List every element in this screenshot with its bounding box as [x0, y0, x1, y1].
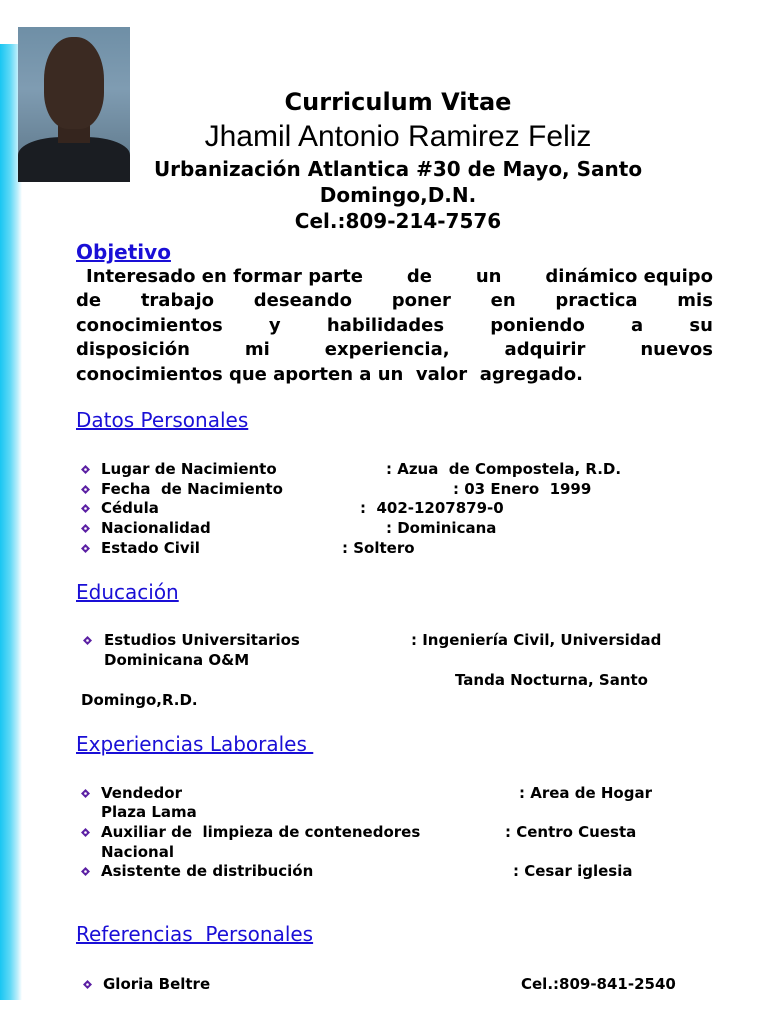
diamond-bullet-icon — [81, 485, 90, 494]
document-title: Curriculum Vitae — [284, 88, 512, 116]
datos-value: : 03 Enero 1999 — [453, 480, 592, 498]
section-title-datos-personales: Datos Personales — [76, 408, 249, 432]
diamond-bullet-icon — [81, 504, 90, 513]
diamond-bullet-icon — [83, 636, 92, 645]
experiencia-value: : Centro Cuesta — [505, 823, 637, 841]
datos-value: : Azua de Compostela, R.D. — [386, 460, 622, 478]
objetivo-line: disposición mi experiencia, adquirir nuevos — [76, 339, 713, 361]
datos-label: Estado Civil — [101, 539, 200, 557]
objetivo-line: conocimientos y habilidades poniendo a su — [76, 314, 713, 336]
experiencia-value-continued: Nacional — [101, 843, 174, 861]
section-title-referencias: Referencias Personales — [76, 922, 314, 946]
referencia-phone: Cel.:809-841-2540 — [521, 975, 676, 993]
experiencia-value-continued: Plaza Lama — [101, 803, 197, 821]
datos-value: : Dominicana — [386, 519, 497, 537]
experiencia-label: Auxiliar de limpieza de contenedores — [101, 823, 421, 841]
datos-label: Cédula — [101, 499, 159, 517]
datos-label: Lugar de Nacimiento — [101, 460, 277, 478]
datos-value: : 402-1207879-0 — [360, 499, 504, 517]
diamond-bullet-icon — [81, 524, 90, 533]
address-line-2: Domingo,D.N. — [319, 183, 477, 207]
phone-number: Cel.:809-214-7576 — [294, 209, 502, 233]
section-title-experiencias: Experiencias Laborales — [76, 732, 314, 756]
diamond-bullet-icon — [81, 465, 90, 474]
section-title-objetivo: Objetivo — [76, 240, 171, 264]
datos-value: : Soltero — [342, 539, 415, 557]
educacion-label: Estudios Universitarios — [104, 631, 300, 649]
experiencia-value: : Area de Hogar — [519, 784, 652, 802]
datos-label: Fecha de Nacimiento — [101, 480, 283, 498]
referencia-name: Gloria Beltre — [103, 975, 211, 993]
objetivo-line: de trabajo deseando poner en practica mis — [76, 290, 713, 312]
cv-header — [120, 86, 676, 234]
educacion-value-continued: Dominicana O&M — [104, 651, 250, 669]
diamond-bullet-icon — [83, 980, 92, 989]
person-name: Jhamil Antonio Ramirez Feliz — [204, 120, 592, 153]
objetivo-paragraph — [76, 265, 713, 387]
profile-photo — [18, 27, 130, 182]
section-title-educacion: Educación — [76, 580, 179, 604]
diamond-bullet-icon — [81, 828, 90, 837]
objetivo-line: conocimientos que aporten a un valor agregado. — [76, 363, 583, 385]
experiencia-label: Vendedor — [101, 784, 182, 802]
datos-label: Nacionalidad — [101, 519, 211, 537]
objetivo-line: Interesado en formar parte de un dinámico equipo — [86, 266, 713, 287]
address-line-1: Urbanización Atlantica #30 de Mayo, Santo — [153, 157, 643, 181]
educacion-value-continued: Domingo,R.D. — [81, 691, 198, 709]
educacion-value-continued: Tanda Nocturna, Santo — [455, 671, 648, 689]
diamond-bullet-icon — [81, 544, 90, 553]
diamond-bullet-icon — [81, 867, 90, 876]
experiencia-value: : Cesar iglesia — [513, 862, 633, 880]
experiencia-label: Asistente de distribución — [101, 862, 314, 880]
educacion-value: : Ingeniería Civil, Universidad — [411, 631, 662, 649]
decorative-side-band — [0, 44, 22, 1000]
diamond-bullet-icon — [81, 789, 90, 798]
